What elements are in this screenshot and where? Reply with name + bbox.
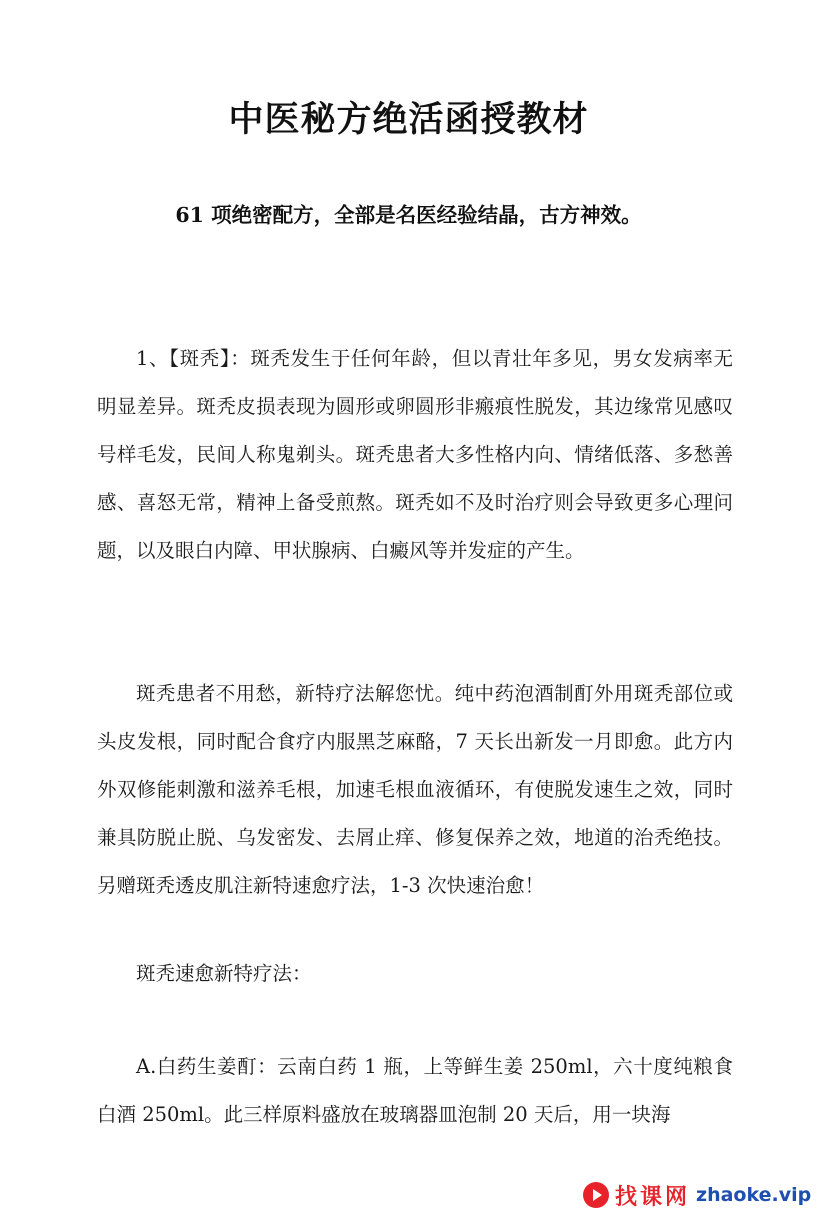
watermark-logo [577, 1175, 817, 1215]
paragraph-section-heading: 斑秃速愈新特疗法： [136, 962, 312, 985]
document-title: 中医秘方绝活函授教材 [228, 99, 589, 140]
watermark-brand-cn: 找课网 [615, 1184, 691, 1210]
paragraph-treatment-overview: 斑秃患者不用愁，新特疗法解您忧。纯中药泡酒制酊外用斑秃部位或头皮发根，同时配合食疗内服黑芝麻酪，7 天长出新发一月即愈。此方内外双修能刺激和滋养毛根，加速毛根血液循环，有使脱发速生之效，同时兼具防脱止脱、乌发密发、去屑止痒、修复保养之效，地道的治秃绝技。另赠斑秃透皮肌注新特速愈疗法，1-3 次快速治愈！ [97, 682, 733, 897]
paragraph-recipe-a: A.白药生姜酊：云南白药 1 瓶，上等鲜生姜 250ml，六十度纯粮食白酒 250ml。此三样原料盛放在玻璃器皿泡制 20 天后，用一块海 [97, 1055, 733, 1126]
play-icon [583, 1182, 609, 1208]
watermark-brand-en: zhaoke.vip [696, 1184, 812, 1206]
document-subtitle: 61 项绝密配方，全部是名医经验结晶，古方神效。 [175, 203, 642, 227]
paragraph-alopecia-intro: 1、【斑秃】：斑秃发生于任何年龄，但以青壮年多见，男女发病率无明显差异。斑秃皮损表现为圆形或卵圆形非瘢痕性脱发，其边缘常见感叹号样毛发，民间人称鬼剃头。斑秃患者大多性格内向、情绪低落、多愁善感、喜怒无常，精神上备受煎熬。斑秃如不及时治疗则会导致更多心理问题，以及眼白内障、甲状腺病、白癜风等并发症的产生。 [97, 347, 733, 562]
